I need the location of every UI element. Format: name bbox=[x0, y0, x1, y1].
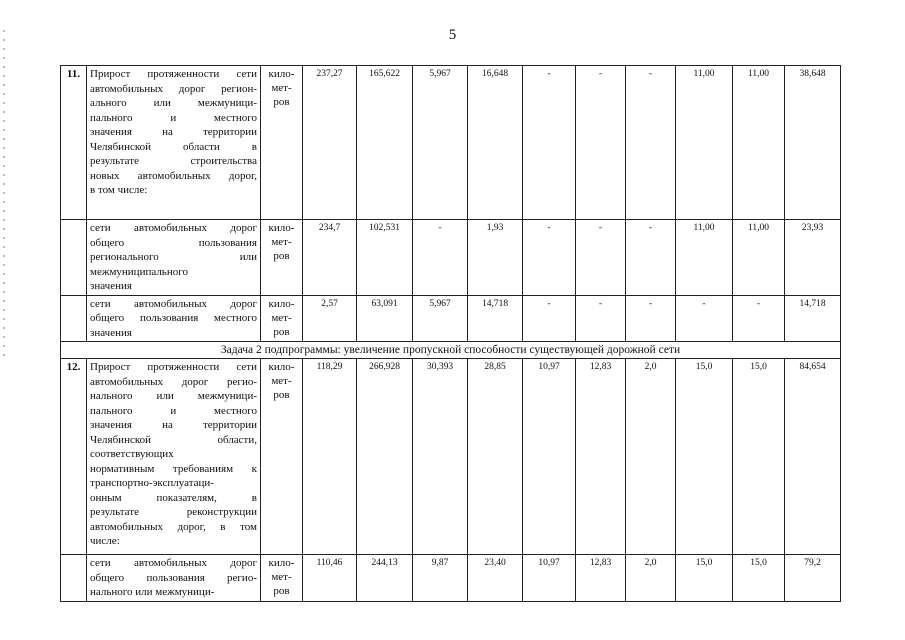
unit-line: кило- bbox=[268, 557, 295, 569]
table-row bbox=[61, 295, 841, 342]
value-cell: 14,718 bbox=[468, 295, 523, 342]
value-cell: 15,0 bbox=[676, 555, 733, 602]
indicator-name-line: Прирост протяженности сети bbox=[90, 361, 257, 373]
value-cell: 16,648 bbox=[468, 66, 523, 220]
value-cell: - bbox=[576, 295, 626, 342]
section-row bbox=[61, 342, 841, 359]
unit-line: мет- bbox=[271, 236, 292, 248]
table-row bbox=[61, 66, 841, 220]
value-cell: 2,0 bbox=[626, 555, 676, 602]
indicator-name-line: в том числе: bbox=[90, 184, 148, 196]
value-cell: 10,97 bbox=[523, 555, 576, 602]
indicator-name-line: общего пользования регио- bbox=[90, 571, 257, 584]
indicator-name-line: автомобильных дорог регио- bbox=[90, 375, 257, 388]
unit-line: ров bbox=[273, 96, 290, 108]
indicator-name-line: автомобильных дорог регион- bbox=[90, 82, 257, 95]
value-cell: 15,0 bbox=[733, 359, 785, 555]
unit-line: мет- bbox=[271, 82, 292, 94]
value-cell: - bbox=[626, 66, 676, 220]
indicator-name-line: сети автомобильных дорог bbox=[90, 557, 257, 569]
row-number bbox=[61, 555, 87, 602]
unit-line: кило- bbox=[268, 297, 295, 310]
unit-line: кило- bbox=[268, 222, 295, 234]
indicator-name-line: онным показателям, в bbox=[90, 491, 257, 504]
unit-line: ров bbox=[273, 585, 290, 597]
indicator-name bbox=[87, 555, 261, 602]
value-cell: 84,654 bbox=[785, 359, 841, 555]
indicator-name-line: нального или межмуници- bbox=[90, 586, 215, 598]
value-cell: 28,85 bbox=[468, 359, 523, 555]
indicator-name bbox=[87, 66, 261, 220]
row-number bbox=[61, 220, 87, 296]
indicator-name-line: Челябинской области, bbox=[90, 433, 257, 446]
value-cell: - bbox=[733, 295, 785, 342]
value-cell: 1,93 bbox=[468, 220, 523, 296]
indicator-name-line: результате реконструкции bbox=[90, 506, 257, 518]
unit-line: мет- bbox=[271, 375, 292, 387]
value-cell: - bbox=[576, 220, 626, 296]
unit-cell bbox=[261, 66, 303, 220]
value-cell: 102,531 bbox=[357, 220, 413, 296]
value-cell: 15,0 bbox=[733, 555, 785, 602]
unit-cell bbox=[261, 359, 303, 555]
value-cell: - bbox=[576, 66, 626, 220]
unit-line: кило- bbox=[268, 68, 295, 80]
indicator-name-line: Прирост протяженности сети bbox=[90, 68, 257, 80]
table-row bbox=[61, 555, 841, 602]
value-cell: 23,40 bbox=[468, 555, 523, 602]
unit-line: мет- bbox=[271, 571, 292, 583]
value-cell: - bbox=[626, 295, 676, 342]
value-cell: - bbox=[523, 295, 576, 342]
value-cell: 234,7 bbox=[303, 220, 357, 296]
indicator-name-line: нального или межмуници- bbox=[90, 390, 257, 402]
indicator-name bbox=[87, 295, 261, 342]
value-cell: 110,46 bbox=[303, 555, 357, 602]
unit-cell bbox=[261, 555, 303, 602]
indicator-name-line: значения bbox=[90, 326, 132, 339]
value-cell: - bbox=[626, 220, 676, 296]
value-cell: 14,718 bbox=[785, 295, 841, 342]
indicator-name-line: соответствующих bbox=[90, 448, 174, 460]
value-cell: 63,091 bbox=[357, 295, 413, 342]
section-title: Задача 2 подпрограммы: увеличение пропускной способности существующей дорожной сети bbox=[61, 342, 841, 359]
indicator-name-line: сети автомобильных дорог bbox=[90, 222, 257, 234]
indicator-name-line: пального и местного bbox=[90, 111, 257, 124]
value-cell: 23,93 bbox=[785, 220, 841, 296]
indicator-name-line: нормативным требованиям к bbox=[90, 462, 257, 475]
value-cell: 11,00 bbox=[733, 220, 785, 296]
indicator-name-line: общего пользования bbox=[90, 236, 257, 249]
scan-edge-marks bbox=[3, 30, 5, 360]
indicator-name-line: общего пользования местного bbox=[90, 312, 257, 324]
row-number: 12. bbox=[61, 359, 87, 555]
indicator-name-line: автомобильных дорог, в том bbox=[90, 520, 257, 533]
value-cell: 266,928 bbox=[357, 359, 413, 555]
unit-line: ров bbox=[273, 250, 290, 262]
value-cell: 5,967 bbox=[413, 295, 468, 342]
unit-cell bbox=[261, 220, 303, 296]
value-cell: 79,2 bbox=[785, 555, 841, 602]
indicator-name-line: пального и местного bbox=[90, 404, 257, 417]
value-cell: 244,13 bbox=[357, 555, 413, 602]
indicator-name-line: Челябинской области в bbox=[90, 140, 257, 153]
table-row bbox=[61, 220, 841, 296]
indicator-name bbox=[87, 220, 261, 296]
value-cell: 118,29 bbox=[303, 359, 357, 555]
indicator-name-line: значения на территории bbox=[90, 126, 257, 138]
row-number: 11. bbox=[61, 66, 87, 220]
indicator-name-line: числе: bbox=[90, 535, 120, 547]
unit-line: ров bbox=[273, 389, 290, 401]
value-cell: - bbox=[676, 295, 733, 342]
value-cell: 38,648 bbox=[785, 66, 841, 220]
indicators-table bbox=[60, 65, 841, 602]
row-number bbox=[61, 295, 87, 342]
unit-line: мет- bbox=[271, 311, 292, 324]
table-row bbox=[61, 359, 841, 555]
indicator-name-line: регионального или bbox=[90, 251, 257, 263]
indicator-name-line: транспортно-эксплуатаци- bbox=[90, 477, 214, 489]
indicator-name-line: межмуниципального bbox=[90, 265, 188, 278]
value-cell: - bbox=[523, 66, 576, 220]
value-cell: - bbox=[413, 220, 468, 296]
value-cell: 12,83 bbox=[576, 359, 626, 555]
value-cell: 11,00 bbox=[676, 66, 733, 220]
unit-line: ров bbox=[273, 325, 290, 338]
indicator-name-line: значения bbox=[90, 280, 132, 292]
value-cell: 11,00 bbox=[733, 66, 785, 220]
value-cell: 5,967 bbox=[413, 66, 468, 220]
value-cell: 2,57 bbox=[303, 295, 357, 342]
indicator-name-line: значения на территории bbox=[90, 419, 257, 431]
value-cell: 9,87 bbox=[413, 555, 468, 602]
indicator-name-line: сети автомобильных дорог bbox=[90, 297, 257, 310]
value-cell: 15,0 bbox=[676, 359, 733, 555]
value-cell: - bbox=[523, 220, 576, 296]
page-number: 5 bbox=[448, 27, 457, 43]
value-cell: 237,27 bbox=[303, 66, 357, 220]
value-cell: 10,97 bbox=[523, 359, 576, 555]
value-cell: 30,393 bbox=[413, 359, 468, 555]
unit-line: кило- bbox=[268, 361, 295, 373]
indicator-name-line: результате строительства bbox=[90, 155, 257, 167]
value-cell: 2,0 bbox=[626, 359, 676, 555]
indicator-name-line: новых автомобильных дорог, bbox=[90, 169, 257, 182]
unit-cell bbox=[261, 295, 303, 342]
value-cell: 11,00 bbox=[676, 220, 733, 296]
indicator-name-line: ального или межмуници- bbox=[90, 97, 257, 109]
value-cell: 12,83 bbox=[576, 555, 626, 602]
value-cell: 165,622 bbox=[357, 66, 413, 220]
indicator-name bbox=[87, 359, 261, 555]
